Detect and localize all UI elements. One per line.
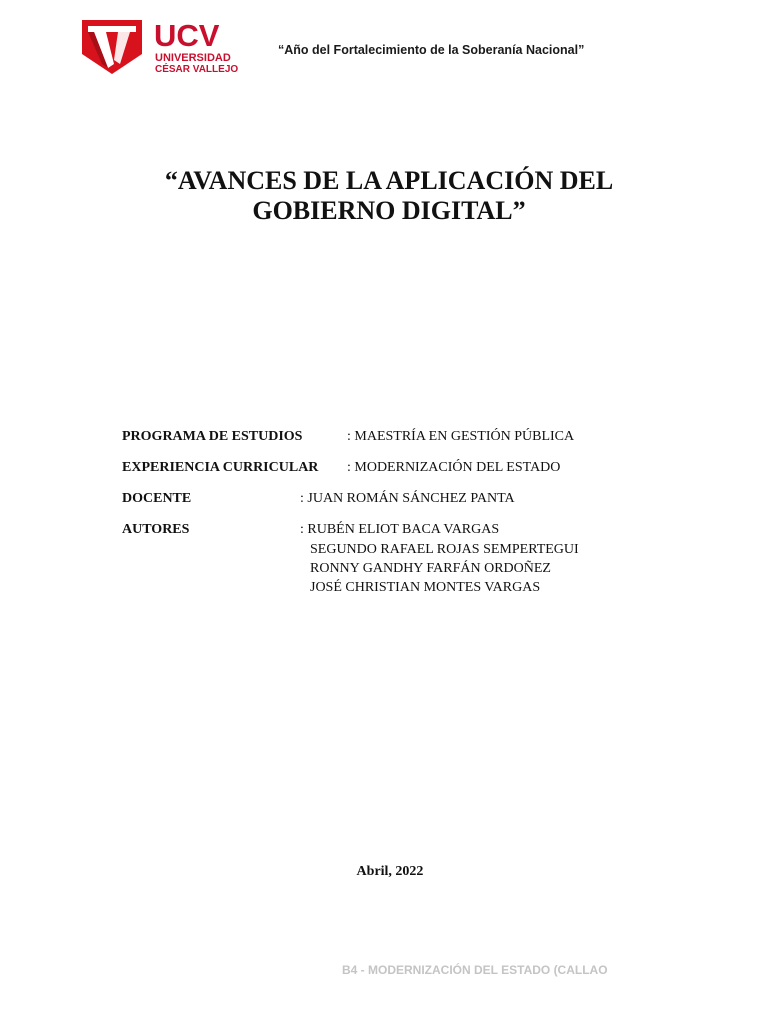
- ucv-wordmark: UCV: [154, 18, 220, 53]
- course-watermark: B4 - MODERNIZACIÓN DEL ESTADO (CALLAO: [342, 963, 608, 977]
- document-date: Abril, 2022: [356, 864, 424, 879]
- autor-1: : RUBÉN ELIOT BACA VARGAS: [300, 522, 500, 537]
- ucv-logo: [80, 14, 260, 76]
- ucv-line2: CÉSAR VALLEJO: [155, 64, 239, 75]
- ucv-shield-icon: [82, 20, 142, 74]
- national-motto: “Año del Fortalecimiento de la Soberanía Nacional”: [278, 43, 585, 57]
- autores-label: AUTORES: [122, 522, 190, 537]
- programa-value: : MAESTRÍA EN GESTIÓN PÚBLICA: [347, 429, 575, 444]
- docente-value: : JUAN ROMÁN SÁNCHEZ PANTA: [300, 491, 515, 506]
- autor-4: JOSÉ CHRISTIAN MONTES VARGAS: [310, 580, 541, 595]
- document-title-line-1: “AVANCES DE LA APLICACIÓN DEL: [164, 166, 614, 195]
- autor-3: RONNY GANDHY FARFÁN ORDOÑEZ: [310, 561, 551, 576]
- programa-label: PROGRAMA DE ESTUDIOS: [122, 429, 303, 444]
- ucv-line1: UNIVERSIDAD: [155, 52, 231, 64]
- experiencia-label: EXPERIENCIA CURRICULAR: [122, 460, 319, 475]
- document-title-line-2: GOBIERNO DIGITAL”: [252, 196, 526, 225]
- autor-2: SEGUNDO RAFAEL ROJAS SEMPERTEGUI: [310, 542, 579, 557]
- docente-label: DOCENTE: [122, 491, 192, 506]
- experiencia-value: : MODERNIZACIÓN DEL ESTADO: [347, 460, 561, 475]
